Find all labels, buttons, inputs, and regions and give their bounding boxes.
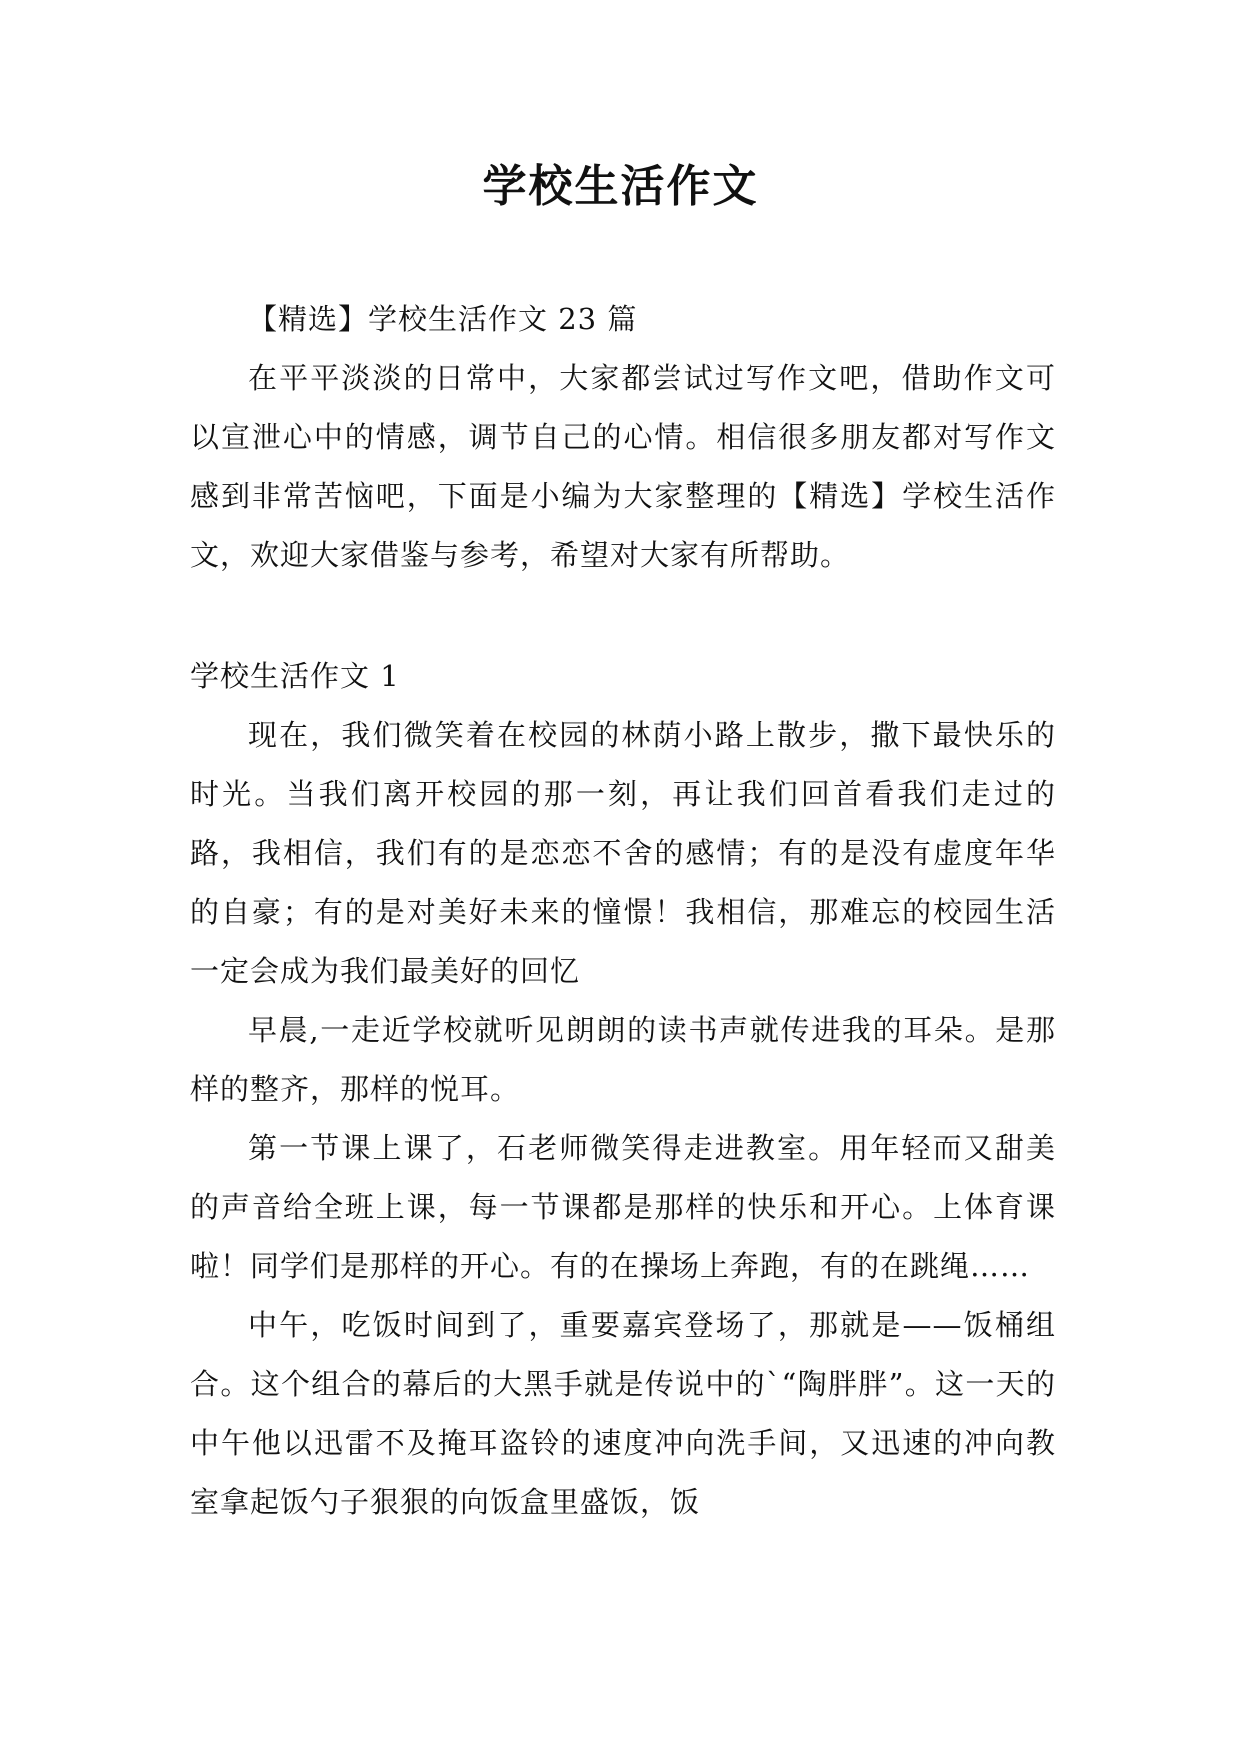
body-paragraph: 现在，我们微笑着在校园的林荫小路上散步，撒下最快乐的时光。当我们离开校园的那一刻，再让我们回首看我们走过的路，我相信，我们有的是恋恋不舍的感情；有的是没有虚度年华的自豪；有的是对美好未来的憧憬！我相信，那难忘的校园生活一定会成为我们最美好的回忆: [190, 718, 1056, 988]
intro-paragraph: 在平平淡淡的日常中，大家都尝试过写作文吧，借助作文可以宣泄心中的情感，调节自己的心情。相信很多朋友都对写作文感到非常苦恼吧，下面是小编为大家整理的【精选】学校生活作文，欢迎大家借鉴与参考，希望对大家有所帮助。: [190, 361, 1056, 572]
body-paragraph: 第一节课上课了，石老师微笑得走进教室。用年轻而又甜美的声音给全班上课，每一节课都是那样的快乐和开心。上体育课啦！同学们是那样的开心。有的在操场上奔跑，有的在跳绳……: [190, 1131, 1056, 1283]
subtitle-line: 【精选】学校生活作文 23 篇: [248, 302, 638, 336]
document-body: [190, 290, 1056, 1532]
document-title: 学校生活作文: [482, 161, 759, 212]
body-paragraph: 早晨,一走近学校就听见朗朗的读书声就传进我的耳朵。是那样的整齐，那样的悦耳。: [190, 1013, 1056, 1106]
section-title: 学校生活作文 1: [190, 659, 400, 693]
body-paragraph: 中午，吃饭时间到了，重要嘉宾登场了，那就是——饭桶组合。这个组合的幕后的大黑手就是传说中的`“陶胖胖”。这一天的中午他以迅雷不及掩耳盗铃的速度冲向洗手间，又迅速的冲向教室拿起饭勺子狠狠的向饭盒里盛饭，饭: [190, 1308, 1056, 1519]
section-spacer: [190, 585, 1056, 647]
